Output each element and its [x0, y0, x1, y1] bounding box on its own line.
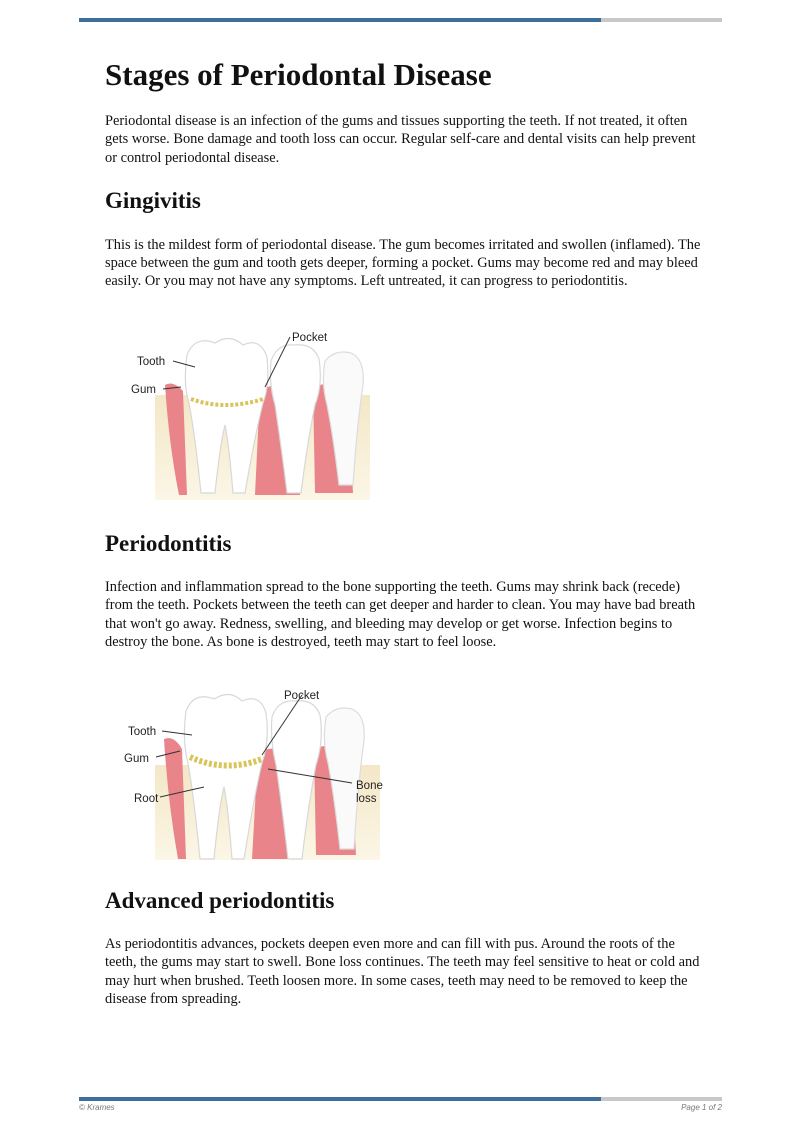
label-pocket: Pocket [284, 690, 320, 702]
label-pocket: Pocket [292, 332, 328, 344]
page-title: Stages of Periodontal Disease [105, 57, 492, 92]
footer-page-number: Page 1 of 2 [681, 1103, 722, 1112]
section-heading-periodontitis: Periodontitis [105, 531, 232, 556]
label-gum: Gum [124, 753, 149, 765]
label-gum: Gum [131, 384, 156, 396]
section-heading-gingivitis: Gingivitis [105, 187, 201, 213]
article [105, 55, 705, 291]
header-rule [79, 18, 722, 22]
label-tooth: Tooth [137, 356, 166, 368]
section-body-gingivitis: This is the mildest form of periodontal disease. The gum becomes irritated and swollen (inflamed). The space between the gum and tooth gets deeper, forming a pocket. Gums may become red and may bleed easily. Or you may not have any symptoms. Left untreated, it can progress to periodontitis. [105, 236, 701, 290]
footer-rule-accent [79, 1097, 601, 1101]
section-body-advanced: As periodontitis advances, pockets deepen even more and can fill with pus. Around the roots of the teeth, the gums may start to swell. Bone loss continues. The teeth may feel sensitive to heat or cold and may hurt when brushed. Teeth loosen more. In some cases, teeth may need to be removed to keep the disease from spreading. [105, 936, 700, 1007]
header-rule-accent [79, 18, 601, 22]
footer-copyright: © Krames [79, 1103, 115, 1112]
label-bone-loss-line1: Bone [356, 780, 383, 792]
article-part-3 [105, 886, 705, 1008]
intro-paragraph: Periodontal disease is an infection of the gums and tissues supporting the teeth. If not treated, it often gets worse. Bone damage and tooth loss can occur. Regular self-care and dental visits can help prevent or control periodontal disease. [105, 113, 696, 166]
article-part-2 [105, 529, 705, 651]
footer-rule [79, 1097, 722, 1101]
gingivitis-illustration [125, 325, 375, 505]
label-tooth: Tooth [128, 726, 157, 738]
periodontitis-illustration [120, 683, 400, 863]
label-bone-loss-line2: loss [356, 793, 377, 805]
section-body-periodontitis: Infection and inflammation spread to the bone supporting the teeth. Gums may shrink back (recede) from the teeth. Pockets between the teeth can get deeper and harder to clean. You may have bad breath that won't go away. Redness, swelling, and bleeding may develop or get worse. Infection begins to destroy the bone. As bone is destroyed, teeth may start to feel loose. [105, 579, 696, 650]
label-root: Root [134, 793, 159, 805]
section-heading-advanced: Advanced periodontitis [105, 888, 335, 913]
